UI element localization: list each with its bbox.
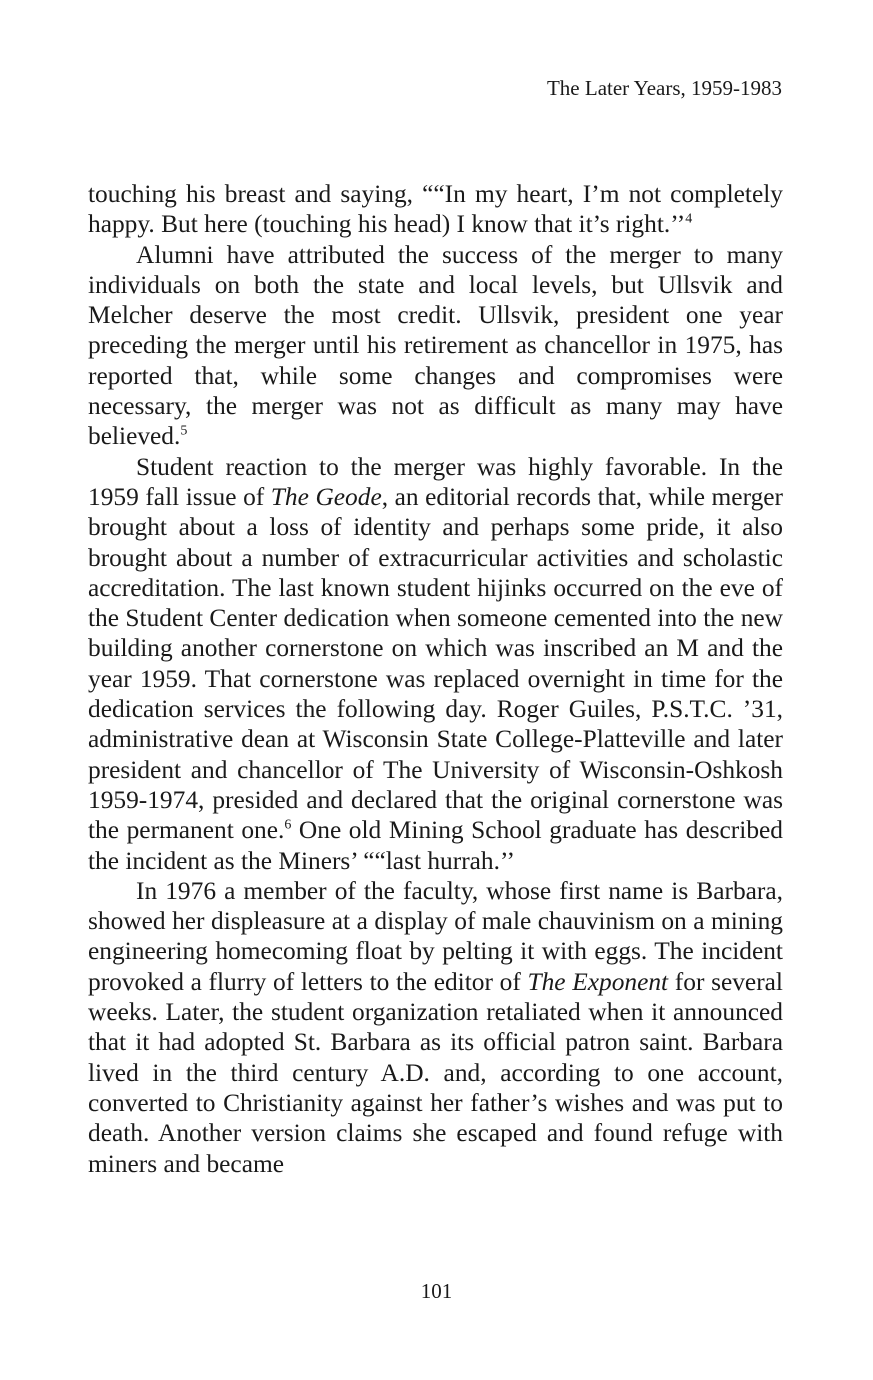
exponent-title: The Exponent [527,967,669,996]
footnote-ref-6: 6 [284,817,292,833]
paragraph-3-text-a: Student reaction to the merger was highly favorable. In the 1959 fall issue of [88,452,783,511]
paragraph-1 [88,179,783,240]
paragraph-2 [88,240,783,452]
paragraph-3-text-c: One old Mining School graduate has described the incident as the Miners’ ““last hurrah.’’ [88,816,783,875]
paragraph-3 [88,452,783,876]
paragraph-3-text-b: , an editorial records that, while merger brought about a loss of identity and perhaps some pride, it also brought about a number of extracurricular activities and scholastic accreditation. The last known student hijinks occurred on the eve of the Student Center dedication when someone cemented into the new building another cornerstone on which was inscribed an M and the year 1959. That cornerstone was replaced overnight in time for the dedication services the following day. Roger Guiles, P.S.T.C. ’31, administrative dean at Wisconsin State College-Platteville and later president and chancellor of The University of Wisconsin-Oshkosh 1959-1974, presided and declared that the original cornerstone was the permanent one. [88,482,783,845]
page-number: 101 [420,1279,453,1303]
paragraph-2-text: Alumni have attributed the success of the merger to many individuals on both the state and local levels, but Ullsvik and Melcher deserve the most credit. Ullsvik, president one year preceding the merger until his retirement as chancellor in 1975, has reported that, while some changes and compromises were necessary, the merger was not as difficult as many may have believed. [88,240,783,451]
body-text [88,179,783,1179]
footnote-ref-4: 4 [685,211,693,227]
paragraph-1-text: touching his breast and saying, ““In my heart, I’m not completely happy. But here (touching his head) I know that it’s right.’’ [88,180,783,239]
geode-title: The Geode [270,482,382,511]
paragraph-4 [88,876,783,1179]
running-header: The Later Years, 1959-1983 [546,76,782,100]
paragraph-4-text-a: In 1976 a member of the faculty, whose first name is Barbara, showed her displeasure at a display of male chauvinism on a mining engineering homecoming float by pelting it with eggs. The incident provoked a flurry of letters to the editor of [88,876,783,996]
footnote-ref-5: 5 [180,423,188,439]
paragraph-4-text-b: for several weeks. Later, the student organization retaliated when it announced that it had adopted St. Barbara as its official patron saint. Barbara lived in the third century A.D. and, according to one account, converted to Christianity against her father’s wishes and was put to death. Another version claims she escaped and found refuge with miners and became [88,967,783,1178]
